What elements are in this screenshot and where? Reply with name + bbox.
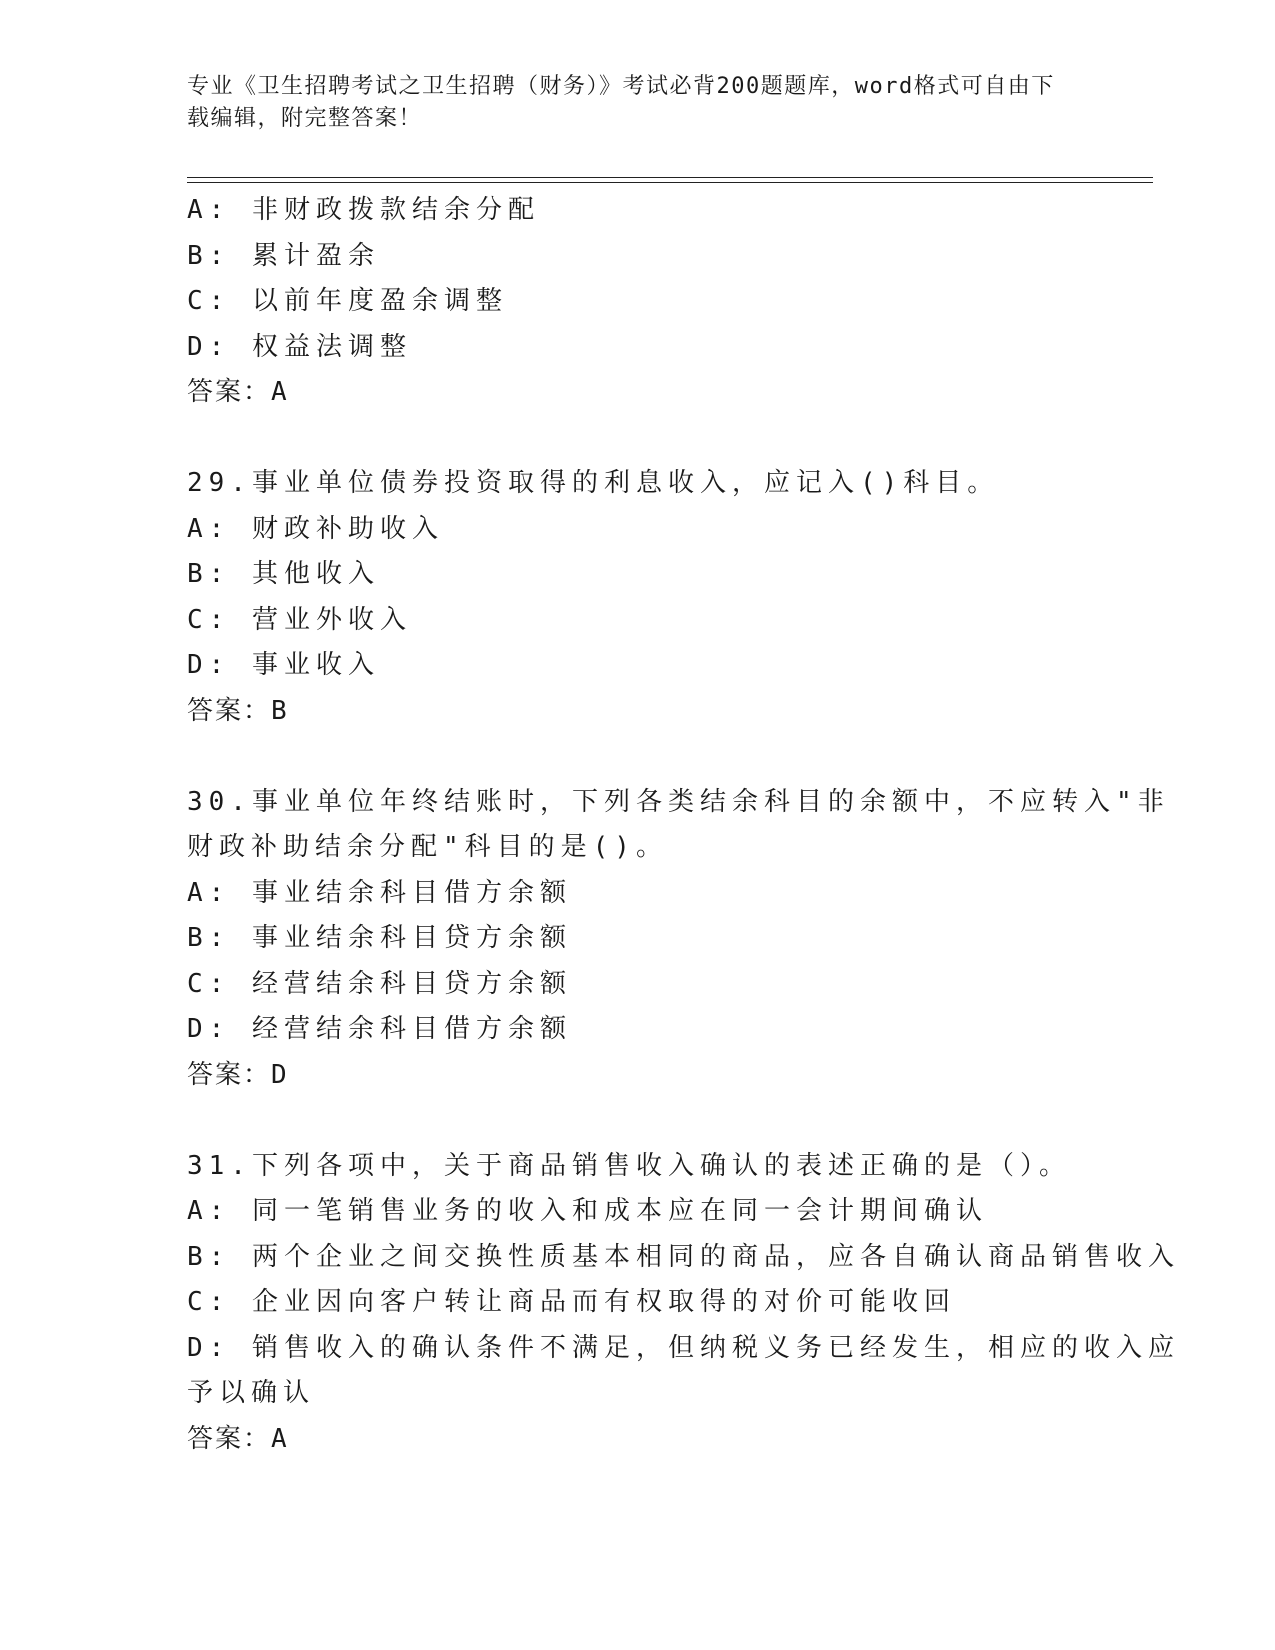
option-a: A: 财政补助收入 <box>187 513 444 544</box>
question-block-31 <box>187 1144 1180 1463</box>
option-a: A: 非财政拨款结余分配 <box>187 195 540 225</box>
header-divider-bottom <box>187 182 1153 183</box>
option-c: C: 以前年度盈余调整 <box>187 286 508 316</box>
header-divider-top <box>187 177 1153 178</box>
question-block-30 <box>187 780 1170 1099</box>
answer: 答案：B <box>187 695 289 726</box>
question-text: 29.事业单位债券投资取得的利息收入，应记入()科目。 <box>187 468 1000 498</box>
spacer <box>187 1098 1087 1144</box>
option-b: B: 事业结余科目贷方余额 <box>187 923 572 953</box>
option-d-line-1: D: 销售收入的确认条件不满足，但纳税义务已经发生，相应的收入应 <box>187 1332 1180 1363</box>
question-content <box>187 188 1180 1462</box>
option-c: C: 企业因向客户转让商品而有权取得的对价可能收回 <box>187 1287 956 1317</box>
question-text-line-2: 财政补助结余分配"科目的是()。 <box>187 832 668 862</box>
option-a: A: 同一笔销售业务的收入和成本应在同一会计期间确认 <box>187 1196 988 1226</box>
answer: 答案：A <box>187 377 289 407</box>
option-a: A: 事业结余科目借方余额 <box>187 877 572 908</box>
question-text-line-1: 30.事业单位年终结账时，下列各类结余科目的余额中，不应转入"非 <box>187 786 1170 817</box>
spacer <box>187 734 1087 780</box>
answer: 答案：D <box>187 1059 289 1090</box>
document-header: 专业《卫生招聘考试之卫生招聘（财务）》考试必背200题题库，word格式可自由下载编辑，附完整答案！ <box>187 74 1055 131</box>
option-d: D: 权益法调整 <box>187 331 412 362</box>
spacer <box>187 416 1087 462</box>
question-block-29 <box>187 461 1087 734</box>
answer: 答案：A <box>187 1423 289 1454</box>
question-text: 31.下列各项中，关于商品销售收入确认的表述正确的是（）。 <box>187 1150 1071 1181</box>
option-b: B: 两个企业之间交换性质基本相同的商品，应各自确认商品销售收入 <box>187 1241 1180 1272</box>
option-c: C: 营业外收入 <box>187 604 412 635</box>
option-c: C: 经营结余科目贷方余额 <box>187 968 572 999</box>
option-d-line-2: 予以确认 <box>187 1378 316 1408</box>
question-block-28 <box>187 188 1087 416</box>
option-b: B: 其他收入 <box>187 559 380 589</box>
option-d: D: 事业收入 <box>187 650 380 680</box>
option-b: B: 累计盈余 <box>187 240 380 271</box>
option-d: D: 经营结余科目借方余额 <box>187 1014 572 1044</box>
